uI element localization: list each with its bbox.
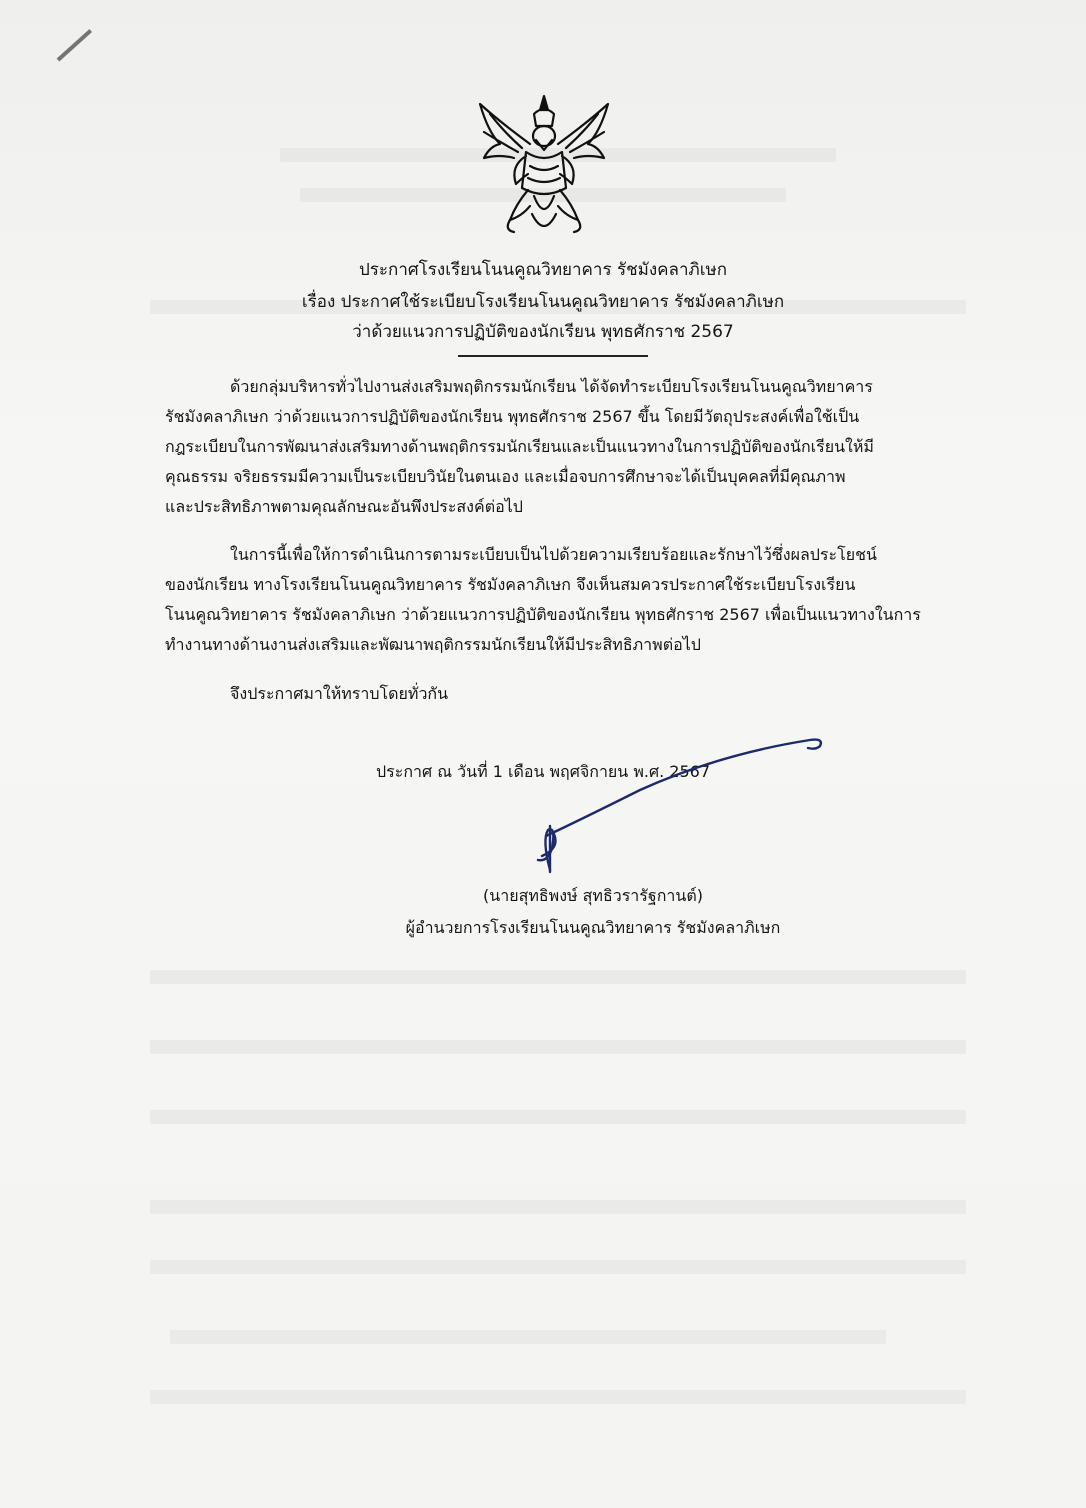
paragraph-line: และประสิทธิภาพตามคุณลักษณะอันพึงประสงค์ต่อไป [165,497,523,516]
paragraph-line: รัชมังคลาภิเษก ว่าด้วยแนวการปฏิบัติของนักเรียน พุทธศักราช 2567 ขึ้น โดยมีวัตถุประสงค์เพื่อใช้เป็น [165,407,860,426]
bleed-through-line [150,1200,966,1214]
paragraph-line: กฎระเบียบในการพัฒนาส่งเสริมทางด้านพฤติกรรมนักเรียนและเป็นแนวทางในการปฏิบัติของนักเรียนให้มี [165,437,874,456]
bleed-through-line [150,1390,966,1404]
closing-statement: จึงประกาศมาให้ทราบโดยทั่วกัน [230,684,449,703]
paragraph-line: ทำงานทางด้านงานส่งเสริมและพัฒนาพฤติกรรมนักเรียนให้มีประสิทธิภาพต่อไป [165,635,701,654]
bleed-through-line [170,1330,886,1344]
paragraph-line: ของนักเรียน ทางโรงเรียนโนนคูณวิทยาคาร รัชมังคลาภิเษก จึงเห็นสมควรประกาศใช้ระเบียบโรงเรียน [165,575,856,594]
paragraph-line: โนนคูณวิทยาคาร รัชมังคลาภิเษก ว่าด้วยแนวการปฏิบัติของนักเรียน พุทธศักราช 2567 เพื่อเป็นแนวทางในการ [165,605,921,624]
body-paragraph-1 [165,372,965,522]
title-divider [458,355,648,357]
signer-position: ผู้อำนวยการโรงเรียนโนนคูณวิทยาคาร รัชมังคลาภิเษก [405,918,781,937]
body-paragraph-2 [165,540,965,660]
bleed-through-line [150,1040,966,1054]
handwritten-signature [520,730,840,880]
paragraph-line: คุณธรรม จริยธรรมมีความเป็นระเบียบวินัยในตนเอง และเมื่อจบการศึกษาจะได้เป็นบุคคลที่มีคุณภาพ [165,467,846,486]
announcement-date: ประกาศ ณ วันที่ 1 เดือน พฤศจิกายน พ.ศ. 2567 [375,762,710,781]
signer-name: (นายสุทธิพงษ์ สุทธิวรารัฐกานต์) [483,886,703,905]
bleed-through-line [150,1260,966,1274]
pen-stroke-mark [57,29,92,61]
bleed-through-line [150,970,966,984]
bleed-through-line [150,1110,966,1124]
announcement-title: ประกาศโรงเรียนโนนคูณวิทยาคาร รัชมังคลาภิเษก [358,260,728,280]
announcement-subject: เรื่อง ประกาศใช้ระเบียบโรงเรียนโนนคูณวิทยาคาร รัชมังคลาภิเษก [301,292,785,312]
paragraph-line: ด้วยกลุ่มบริหารทั่วไปงานส่งเสริมพฤติกรรมนักเรียน ได้จัดทำระเบียบโรงเรียนโนนคูณวิทยาคาร [230,377,873,396]
announcement-subject-continued: ว่าด้วยแนวการปฏิบัติของนักเรียน พุทธศักราช 2567 [352,322,734,342]
garuda-emblem-icon [470,92,618,242]
paragraph-line: ในการนี้เพื่อให้การดำเนินการตามระเบียบเป็นไปด้วยความเรียบร้อยและรักษาไว้ซึ่งผลประโยชน์ [230,545,877,564]
